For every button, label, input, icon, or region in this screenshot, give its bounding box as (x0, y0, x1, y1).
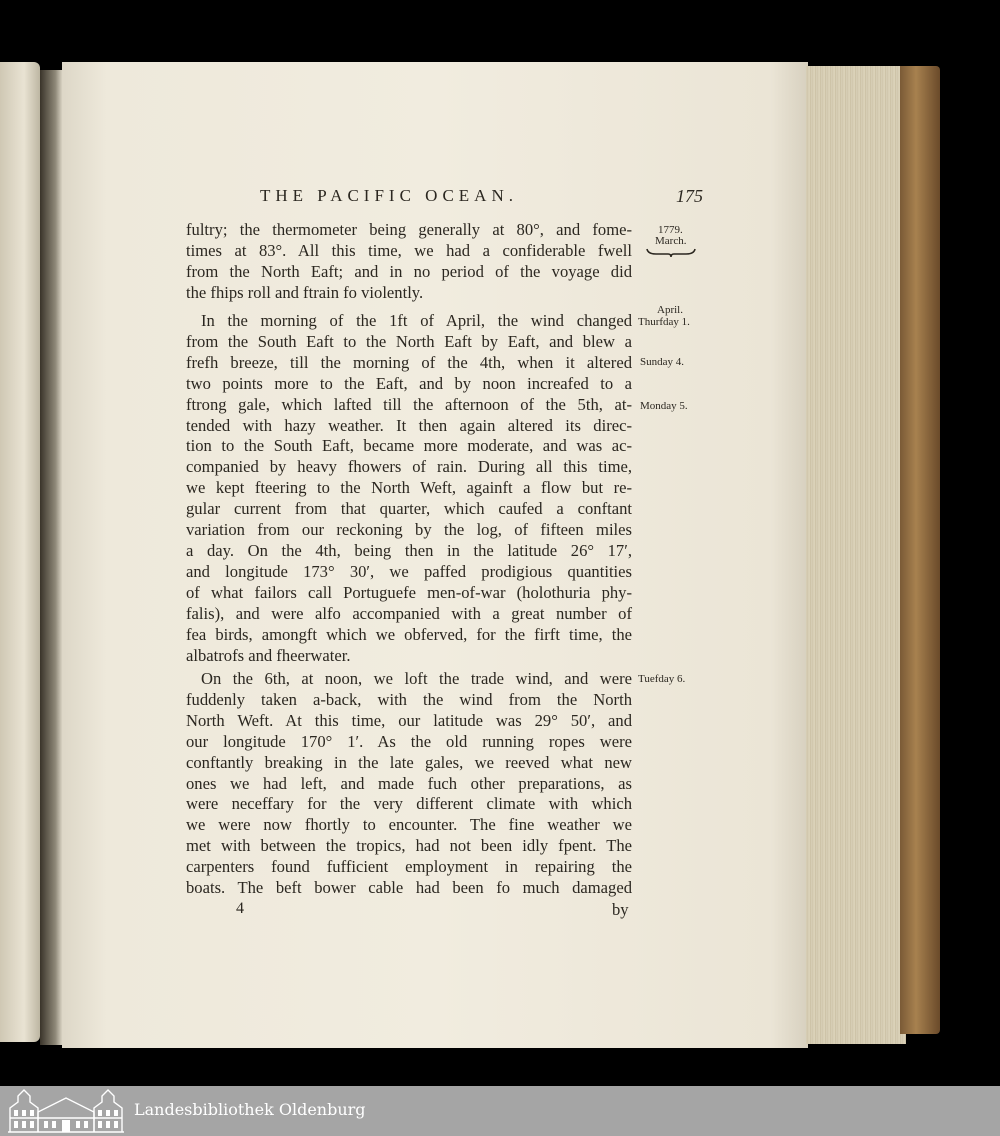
text-line: frefh breeze, till the morning of the 4th, when it altered (186, 352, 632, 372)
text-line: and longitude 173° 30′, we paffed prodigious quantities (186, 561, 632, 581)
text-line: met with between the tropics, had not been idly fpent. The (186, 836, 632, 856)
text-line: gular current from that quarter, which caufed a conftant (186, 499, 632, 519)
margin-year: 1779. (658, 224, 683, 236)
book-gutter (40, 70, 62, 1045)
margin-date-sunday: Sunday 4. (640, 356, 684, 368)
library-name: Landesbibliothek Oldenburg (134, 1100, 366, 1119)
text-line: companied by heavy fhowers of rain. During all this time, (186, 457, 632, 477)
text-line: we kept fteering to the North Weft, againft a flow but re- (186, 478, 632, 498)
text-line: were neceffary for the very different climate with which (186, 794, 632, 814)
text-line: ftrong gale, which lafted till the afternoon of the 5th, at- (186, 394, 632, 414)
text-line: we were now fhortly to encounter. The fine weather we (186, 815, 632, 835)
text-line: variation from our reckoning by the log, of fifteen miles (186, 520, 632, 540)
text-line: fuddenly taken a-back, with the wind from the North (186, 689, 632, 709)
page-number: 175 (676, 186, 703, 206)
text-line: tended with hazy weather. It then again altered its direc- (186, 415, 632, 435)
margin-date-monday: Monday 5. (640, 400, 688, 412)
paragraph-2 (186, 311, 632, 666)
text-line: from the South Eaft to the North Eaft by Eaft, and blew a (186, 331, 632, 351)
text-line: tion to the South Eaft, became more moderate, and was ac- (186, 436, 632, 456)
book-cover-edge (900, 66, 940, 1034)
margin-date-thursday: Thurfday 1. (638, 316, 690, 328)
text-line: the fhips roll and ftrain fo violently. (186, 282, 424, 302)
text-line: On the 6th, at noon, we loft the trade wind, and were (201, 669, 632, 688)
library-building-icon (8, 1088, 124, 1134)
text-line: In the morning of the 1ft of April, the wind changed (201, 311, 632, 330)
margin-month-april: April. (657, 304, 683, 316)
text-line: from the North Eaft; and in no period of the voyage did (186, 261, 632, 281)
text-line: ones we had left, and made fuch other preparations, as (186, 773, 632, 793)
margin-month-march: March. (655, 235, 687, 247)
text-line: North Weft. At this time, our latitude was 29° 50′, and (186, 710, 632, 730)
running-title: THE PACIFIC OCEAN. (260, 186, 518, 205)
text-line: falis), and were alfo accompanied with a great number of (186, 603, 632, 623)
paragraph-3 (186, 669, 632, 899)
text-line: two points more to the Eaft, and by noon increafed to a (186, 373, 632, 393)
paragraph-1 (186, 220, 632, 304)
page-edges (806, 66, 906, 1044)
text-line: conftantly breaking in the late gales, we reeved what new (186, 752, 632, 772)
signature-mark: 4 (236, 900, 244, 917)
text-line: a day. On the 4th, being then in the latitude 26° 17′, (186, 540, 632, 560)
text-line: boats. The beft bower cable had been fo much damaged (186, 878, 632, 898)
text-line: carpenters found fufficient employment in repairing the (186, 857, 632, 877)
text-line: albatrofs and fheerwater. (186, 645, 351, 665)
text-line: of what failors call Portuguefe men-of-war (holothuria phy- (186, 582, 632, 602)
text-line: times at 83°. All this time, we had a confiderable fwell (186, 240, 632, 260)
brace-icon (646, 248, 696, 257)
text-line: fultry; the thermometer being generally at 80°, and fome- (186, 220, 632, 239)
catchword: by (612, 900, 629, 919)
text-line: our longitude 170° 1′. As the old running ropes were (186, 731, 632, 751)
text-line: fea birds, amongft which we obferved, for the firft time, the (186, 624, 632, 644)
facing-page-edge (0, 62, 40, 1042)
margin-date-tuesday: Tuefday 6. (638, 673, 686, 685)
